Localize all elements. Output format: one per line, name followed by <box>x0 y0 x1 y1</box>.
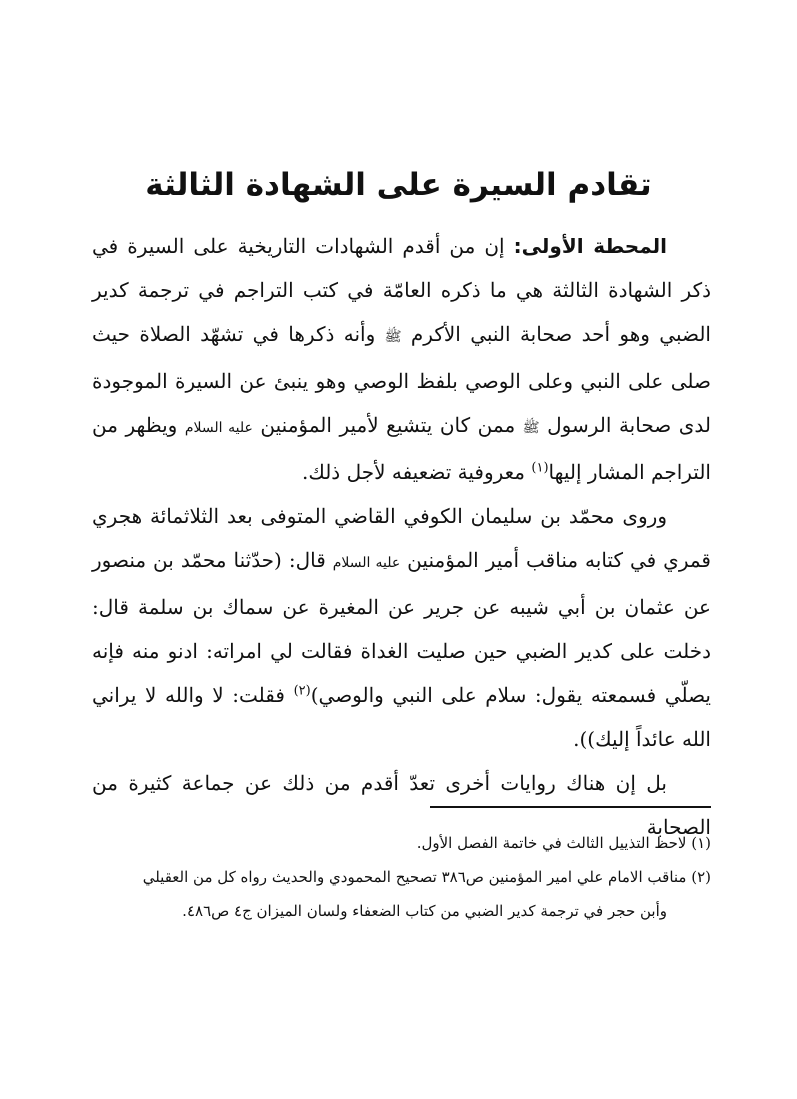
paragraph-2-text-c: فقلت: لا والله لا يراني الله عائداً إليك)). <box>92 683 711 751</box>
footnote-1: (١) لاحظ التذييل الثالث في خاتمة الفصل الأول. <box>416 834 711 852</box>
footnote-divider <box>430 806 711 808</box>
paragraph-1-text-e: معروفية تضعيفه لأجل ذلك. <box>302 460 532 484</box>
footnote-ref-2[interactable]: (٢) <box>293 683 311 699</box>
paragraph-1 <box>92 224 711 494</box>
paragraph-2 <box>92 494 711 761</box>
paragraph-1-text-d: ويظهر من التراجم المشار إليها <box>92 413 711 484</box>
honorific-seal: عليه السلام <box>332 555 401 571</box>
footnote-2: (٢) مناقب الامام علي امير المؤمنين ص٣٨٦ تصحيح المحمودي والحديث رواه كل من العقيلي <box>142 868 711 886</box>
footnote-ref-1[interactable]: (١) <box>531 460 549 476</box>
page-title: تقادم السيرة على الشهادة الثالثة <box>145 167 652 203</box>
footnote-2-continued: وأبن حجر في ترجمة كدير الضبي من كتاب الضعفاء ولسان الميزان ج٤ ص٤٨٦. <box>182 902 667 920</box>
honorific-seal: ﷺ <box>522 420 540 436</box>
paragraph-2-text-b: قال: (حدّثنا محمّد بن منصور عن عثمان بن أبي شيبه عن جرير عن المغيرة عن سماك بن سلمة قال: دخلت على كدير الضبي حين صليت الغداة فقالت لي امراته: ادنو منه فإنه يصلّي فسمعته يقول: سلام على النبي والوصي) <box>92 548 711 707</box>
paragraph-1-lead: المحطة الأولى: <box>513 234 667 258</box>
paragraph-1-text-a: إن من أقدم الشهادات التاريخية على السيرة في ذكر الشهادة الثالثة هي ما ذكره العامّة في كتب التراجم في ترجمة كدير الضبي وهو أحد صحابة النبي الأكرم <box>92 234 711 346</box>
paragraph-3: بل إن هناك روايات أخرى تعدّ أقدم من ذلك عن جماعة كثيرة من الصحابة <box>92 771 711 839</box>
honorific-seal: عليه السلام <box>184 420 253 436</box>
honorific-seal: ﷺ <box>384 329 402 345</box>
body-text <box>92 224 711 849</box>
paragraph-2-text-a: وروى محمّد بن سليمان الكوفي القاضي المتوفى بعد الثلاثمائة هجري قمري في كتابه مناقب أمير المؤمنين <box>92 504 711 572</box>
paragraph-1-text-b: وأنه ذكرها في تشهّد الصلاة حيث صلى على النبي وعلى الوصي بلفظ الوصي وهو ينبئ عن السيرة الموجودة لدى صحابة الرسول <box>92 322 711 437</box>
footnotes <box>92 826 711 928</box>
paragraph-1-text-c: ممن كان يتشيع لأمير المؤمنين <box>252 413 523 437</box>
